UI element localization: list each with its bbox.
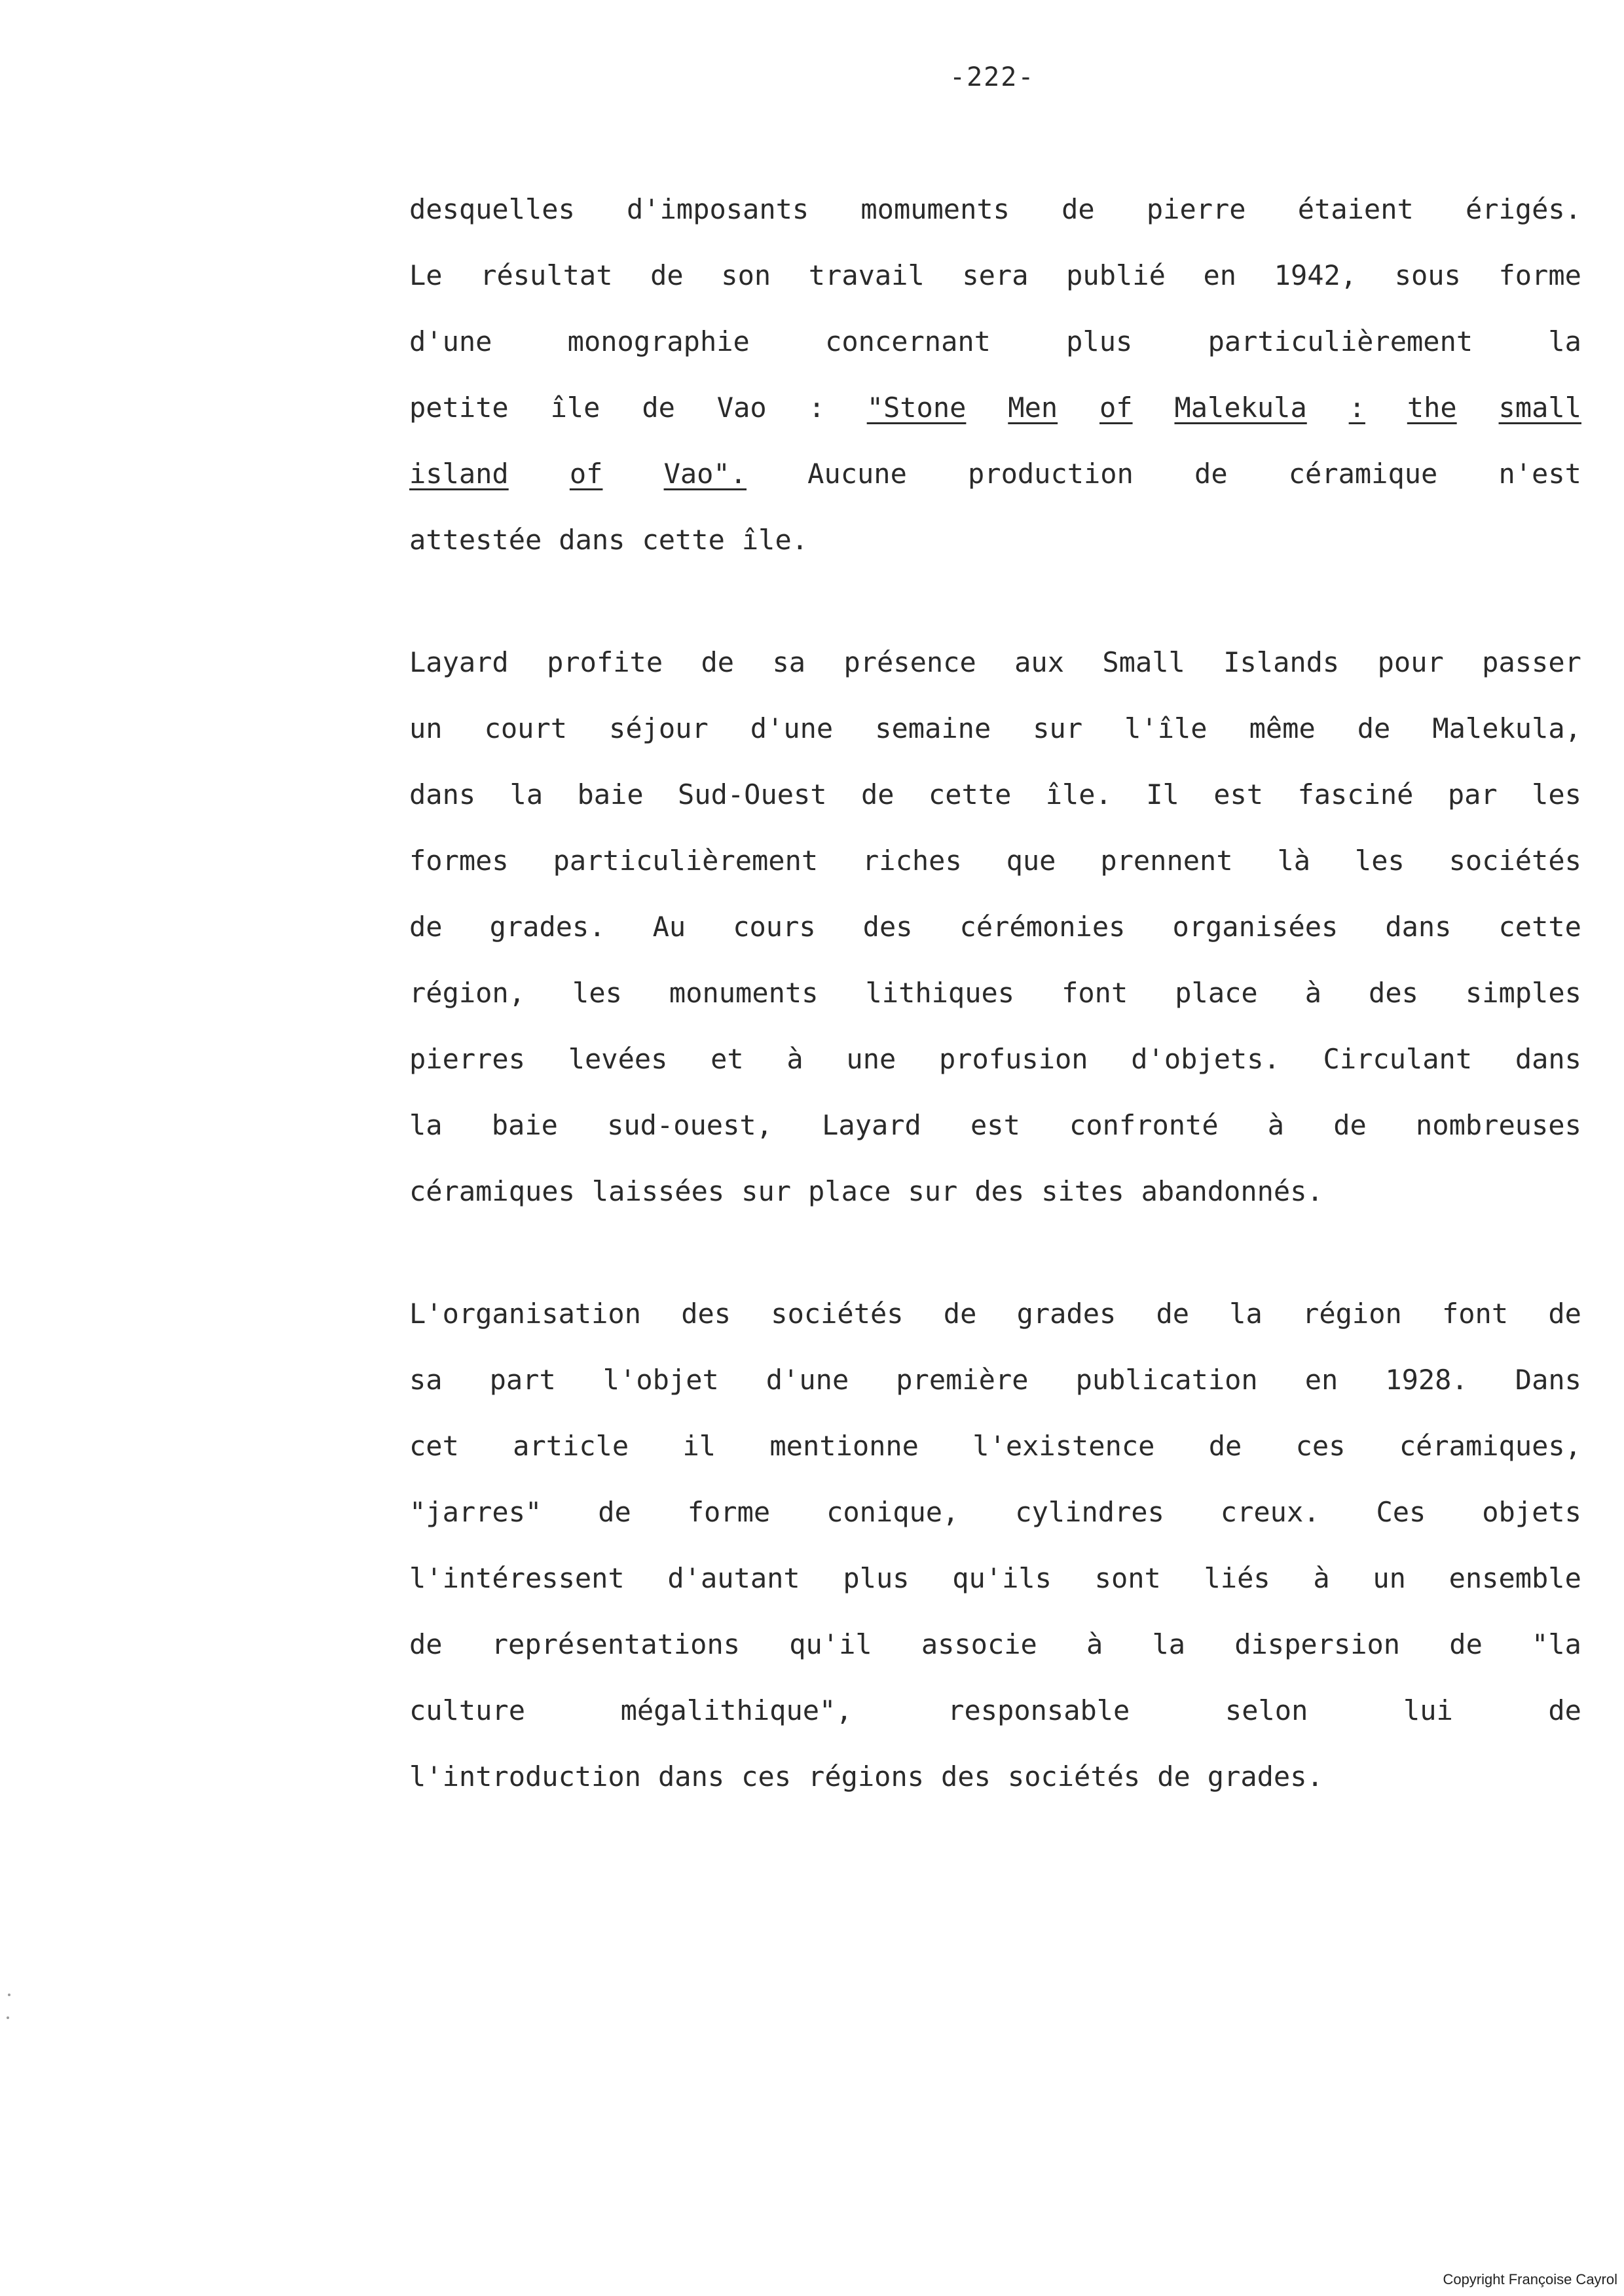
word: de (1156, 1298, 1190, 1330)
word: Vao". (663, 458, 747, 490)
word: place (1175, 977, 1258, 1009)
word: de (642, 392, 675, 424)
word: ensemble (1449, 1562, 1581, 1594)
text-line (409, 1691, 1581, 1757)
text-line (409, 1172, 1581, 1238)
word: dans (1385, 911, 1452, 943)
paragraph-1 (409, 190, 1581, 587)
word: des (1369, 977, 1418, 1009)
word: article (513, 1430, 629, 1462)
text-line (409, 520, 1581, 587)
word: première (896, 1364, 1029, 1396)
word: pierre (1146, 193, 1246, 225)
word: des (974, 1175, 1025, 1207)
word: cet (409, 1430, 459, 1462)
word: céramique (1288, 458, 1438, 490)
word: liés (1204, 1562, 1270, 1594)
word: l'île (1124, 712, 1208, 744)
word: : (1348, 392, 1365, 424)
word: production (968, 458, 1134, 490)
word: passer (1482, 646, 1581, 678)
word: l'objet (602, 1364, 719, 1396)
word: résultat (480, 259, 613, 291)
word: qu'il (789, 1628, 872, 1660)
text-line (409, 1040, 1581, 1106)
page-number: -222- (950, 62, 1035, 92)
word: à (1304, 977, 1322, 1009)
word: levées (568, 1043, 668, 1075)
word: les (572, 977, 622, 1009)
word: séjour (609, 712, 709, 744)
word: dans (409, 778, 476, 811)
word: of (569, 458, 603, 490)
word: conique, (826, 1496, 959, 1528)
word: laissées (591, 1175, 725, 1207)
text-line (409, 709, 1581, 775)
word: dans (559, 524, 625, 556)
word: cette (642, 524, 725, 556)
word: creux. (1220, 1496, 1320, 1528)
word: nombreuses (1416, 1109, 1581, 1141)
word: sa (772, 646, 806, 678)
word: concernant (825, 325, 991, 357)
word: de (860, 778, 895, 811)
word: d'autant (667, 1562, 800, 1594)
text-line (409, 1757, 1581, 1823)
word: grades. (489, 911, 606, 943)
word: à (1267, 1109, 1285, 1141)
word: island (409, 458, 509, 490)
word: grades. (1207, 1760, 1323, 1793)
word: publication (1075, 1364, 1258, 1396)
word: associe (921, 1628, 1037, 1660)
word: céramiques, (1399, 1430, 1581, 1462)
word: une (846, 1043, 896, 1075)
word: 1942, (1274, 259, 1357, 291)
word: son (721, 259, 771, 291)
word: sites (1041, 1175, 1124, 1207)
word: est (1213, 778, 1264, 811)
word: L'organisation (409, 1298, 642, 1330)
word: selon (1225, 1694, 1308, 1726)
text-line (409, 1625, 1581, 1691)
word: dispersion (1234, 1628, 1401, 1660)
word: Au (652, 911, 686, 943)
word: 1928. (1385, 1364, 1468, 1396)
word: court (484, 712, 568, 744)
word: particulièrement (553, 845, 819, 877)
word: dans (1515, 1043, 1581, 1075)
word: travail (808, 259, 925, 291)
word: font (1441, 1298, 1509, 1330)
word: Men (1008, 392, 1058, 424)
word: île. (741, 524, 809, 556)
text-line (409, 1106, 1581, 1172)
text-line (409, 256, 1581, 322)
word: d'une (766, 1364, 849, 1396)
word: Malekula (1174, 392, 1307, 424)
word: région, (409, 977, 526, 1009)
word: momuments (860, 193, 1010, 225)
word: cylindres (1015, 1496, 1164, 1528)
word: sociétés (1007, 1760, 1141, 1793)
word: profite (547, 646, 663, 678)
text-line (409, 190, 1581, 256)
word: l'introduction (409, 1760, 642, 1793)
word: sur (741, 1175, 792, 1207)
word: dans (658, 1760, 725, 1793)
word: d'une (409, 325, 492, 357)
word: formes (409, 845, 509, 877)
word: cette (928, 778, 1012, 811)
word: Il (1146, 778, 1179, 811)
word: Vao (716, 392, 767, 424)
word: l'intéressent (409, 1562, 625, 1594)
word: régions (808, 1760, 925, 1793)
word: en (1304, 1364, 1338, 1396)
word: des (862, 911, 913, 943)
word: un (409, 712, 443, 744)
word: des (681, 1298, 731, 1330)
word: organisées (1172, 911, 1338, 943)
word: n'est (1498, 458, 1581, 490)
word: Aucune (807, 458, 907, 490)
text-line (409, 454, 1581, 520)
word: sont (1094, 1562, 1161, 1594)
word: place (808, 1175, 891, 1207)
word: île. (1045, 778, 1112, 811)
word: sa (409, 1364, 443, 1396)
word: prennent (1100, 845, 1233, 877)
word: sous (1394, 259, 1461, 291)
word: semaine (875, 712, 991, 744)
word: ces (741, 1760, 792, 1793)
word: de (1449, 1628, 1483, 1660)
word: part (489, 1364, 556, 1396)
word: même (1249, 712, 1316, 744)
word: plus (1066, 325, 1133, 357)
word: Layard (409, 646, 509, 678)
word: la (1548, 325, 1581, 357)
word: étaient (1297, 193, 1414, 225)
word: petite (409, 392, 509, 424)
word: un (1373, 1562, 1406, 1594)
word: là (1277, 845, 1311, 877)
word: responsable (948, 1694, 1130, 1726)
word: culture (409, 1694, 526, 1726)
word: céramiques (409, 1175, 575, 1207)
text-line (409, 1294, 1581, 1360)
word: de (943, 1298, 977, 1330)
word: la (1152, 1628, 1186, 1660)
text-line (409, 1360, 1581, 1427)
word: fasciné (1297, 778, 1414, 811)
text-line (409, 841, 1581, 907)
text-line (409, 388, 1581, 454)
word: région (1302, 1298, 1402, 1330)
word: les (1532, 778, 1581, 811)
word: de (650, 259, 684, 291)
word: de (598, 1496, 631, 1528)
word: font (1061, 977, 1128, 1009)
text-line (409, 974, 1581, 1040)
word: : (808, 392, 825, 424)
word: plus (843, 1562, 910, 1594)
word: à (786, 1043, 803, 1075)
word: monuments (669, 977, 819, 1009)
word: cours (733, 911, 816, 943)
word: représentations (491, 1628, 741, 1660)
word: simples (1465, 977, 1581, 1009)
word: aux (1014, 646, 1064, 678)
word: lithiques (865, 977, 1015, 1009)
scan-speck (7, 2016, 9, 2019)
word: Circulant (1323, 1043, 1473, 1075)
word: riches (862, 845, 962, 877)
word: de (1548, 1694, 1581, 1726)
word: la (409, 1109, 443, 1141)
word: sur (1033, 712, 1083, 744)
word: grades (1016, 1298, 1116, 1330)
word: de (1157, 1760, 1190, 1793)
word: sera (962, 259, 1029, 291)
word: "la (1532, 1628, 1581, 1660)
word: particulièrement (1208, 325, 1473, 357)
word: Sud-Ouest (678, 778, 827, 811)
word: érigés. (1465, 193, 1581, 225)
word: il (682, 1430, 716, 1462)
word: en (1203, 259, 1237, 291)
word: que (1006, 845, 1056, 877)
word: the (1407, 392, 1457, 424)
word: la (509, 778, 544, 811)
text-line (409, 322, 1581, 388)
text-line (409, 907, 1581, 974)
word: sud-ouest, (607, 1109, 773, 1141)
copyright-notice: Copyright Françoise Cayrol (1443, 2271, 1617, 2287)
word: Malekula, (1432, 712, 1581, 744)
word: les (1354, 845, 1405, 877)
word: baie (577, 778, 644, 811)
word: Small (1102, 646, 1185, 678)
word: objets (1482, 1496, 1581, 1528)
word: forme (687, 1496, 771, 1528)
word: de (1194, 458, 1228, 490)
word: mégalithique", (620, 1694, 853, 1726)
word: de (1548, 1298, 1581, 1330)
word: île (550, 392, 600, 424)
word: confronté (1069, 1109, 1219, 1141)
word: profusion (938, 1043, 1088, 1075)
word: d'objets. (1131, 1043, 1280, 1075)
word: attestée (409, 524, 542, 556)
word: ces (1295, 1430, 1346, 1462)
word: publié (1066, 259, 1166, 291)
word: de (1208, 1430, 1242, 1462)
word: forme (1498, 259, 1581, 291)
word: de (1333, 1109, 1367, 1141)
word: mentionne (769, 1430, 919, 1462)
text-line (409, 643, 1581, 709)
word: l'existence (972, 1430, 1155, 1462)
word: est (970, 1109, 1020, 1141)
word: d'une (750, 712, 834, 744)
word: Le (409, 259, 443, 291)
word: cette (1498, 911, 1581, 943)
word: Ces (1376, 1496, 1426, 1528)
word: des (941, 1760, 991, 1793)
word: de (1061, 193, 1095, 225)
text-line (409, 1559, 1581, 1625)
word: de (409, 1628, 443, 1660)
word: Islands (1223, 646, 1340, 678)
paragraph-3 (409, 1294, 1581, 1823)
word: "Stone (866, 392, 967, 424)
word: par (1447, 778, 1498, 811)
word: d'imposants (627, 193, 809, 225)
word: sociétés (1449, 845, 1581, 877)
word: desquelles (409, 193, 575, 225)
word: à (1313, 1562, 1330, 1594)
word: à (1086, 1628, 1103, 1660)
word: of (1099, 392, 1133, 424)
word: pour (1377, 646, 1444, 678)
word: Layard (822, 1109, 921, 1141)
paragraph-2 (409, 643, 1581, 1238)
word: sur (908, 1175, 958, 1207)
word: de (701, 646, 735, 678)
word: small (1498, 392, 1581, 424)
word: abandonnés. (1141, 1175, 1323, 1207)
word: de (409, 911, 443, 943)
word: de (1357, 712, 1391, 744)
word: qu'ils (952, 1562, 1052, 1594)
word: sociétés (771, 1298, 904, 1330)
word: baie (491, 1109, 558, 1141)
text-line (409, 1427, 1581, 1493)
word: la (1229, 1298, 1263, 1330)
scan-speck (8, 1994, 10, 1996)
word: cérémonies (959, 911, 1126, 943)
word: "jarres" (409, 1496, 542, 1528)
text-line (409, 1493, 1581, 1559)
word: lui (1403, 1694, 1453, 1726)
word: Dans (1515, 1364, 1581, 1396)
word: monographie (567, 325, 750, 357)
word: pierres (409, 1043, 526, 1075)
word: présence (843, 646, 976, 678)
word: et (710, 1043, 744, 1075)
text-line (409, 775, 1581, 841)
